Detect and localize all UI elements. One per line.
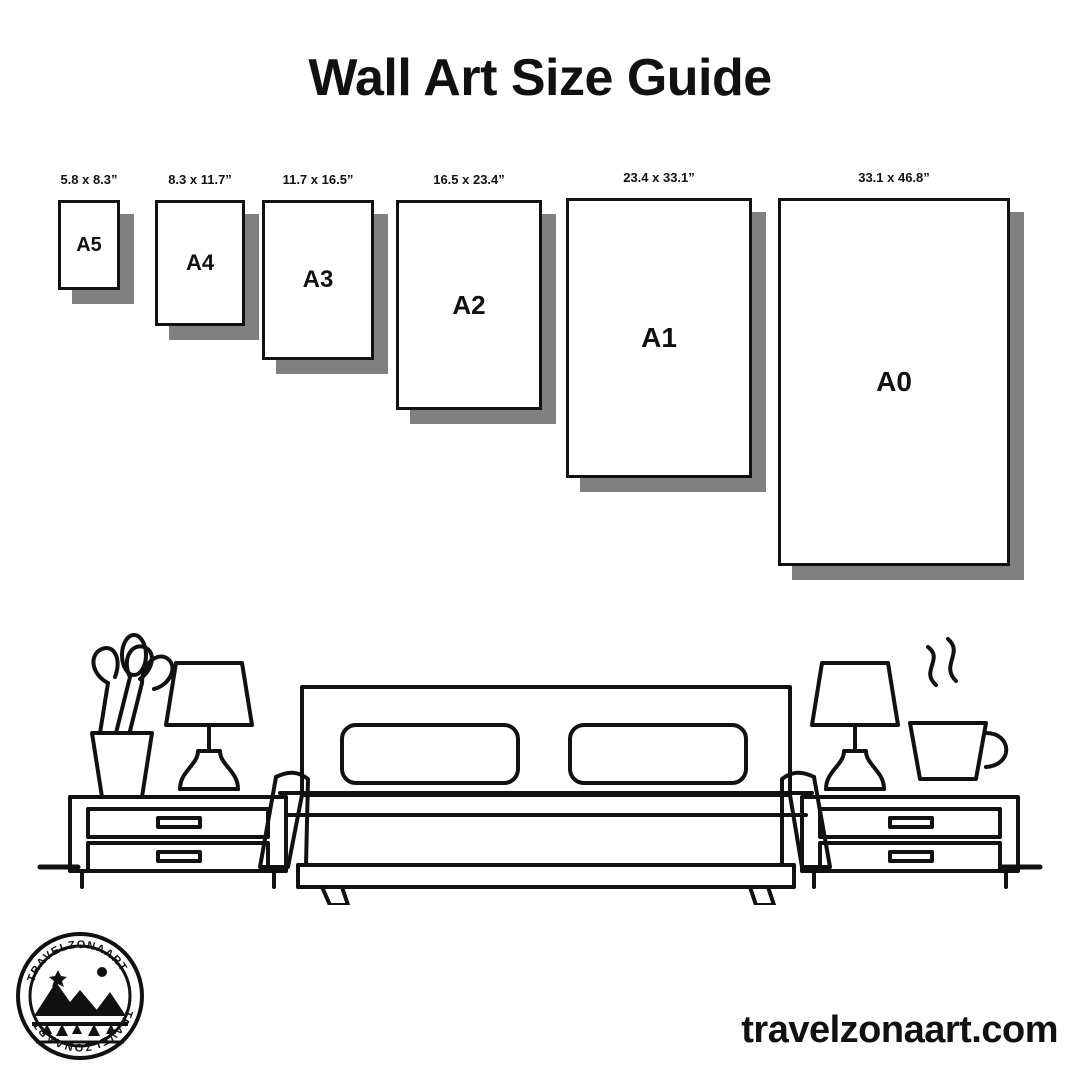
frame-a5 xyxy=(58,172,120,298)
right-table-lamp xyxy=(812,663,898,789)
frame-a2-box xyxy=(396,200,542,410)
left-table-lamp xyxy=(166,663,252,789)
frame-size-label: A1 xyxy=(641,322,677,353)
website-url: travelzonaart.com xyxy=(741,1009,1058,1051)
frame-size-label: A2 xyxy=(452,289,486,320)
right-nightstand xyxy=(802,797,1018,887)
frame-a4-box xyxy=(155,200,245,326)
frame-dimension-label: 11.7 x 16.5” xyxy=(282,172,354,187)
frame-dimension-label: 5.8 x 8.3” xyxy=(60,172,118,187)
plant-vase xyxy=(92,635,172,797)
logo-text-top: TRAVELZONAART xyxy=(25,938,130,984)
frame-size-label: A3 xyxy=(302,266,334,293)
frame-size-label: A0 xyxy=(876,366,912,397)
frame-a5-box xyxy=(58,200,120,290)
frame-a0-box xyxy=(778,198,1010,566)
frame-a0 xyxy=(778,170,1010,574)
frame-a1 xyxy=(566,170,752,486)
frame-a1-box xyxy=(566,198,752,478)
frame-dimension-label: 16.5 x 23.4” xyxy=(433,172,505,187)
frame-dimension-label: 33.1 x 46.8” xyxy=(858,170,930,185)
frame-a3 xyxy=(262,172,374,368)
left-nightstand xyxy=(70,797,286,887)
logo-text-bottom: TRAVELZONAART xyxy=(30,1008,135,1054)
frame-size-label: A5 xyxy=(76,233,102,256)
frame-dimension-label: 23.4 x 33.1” xyxy=(623,170,695,185)
page-title: Wall Art Size Guide xyxy=(308,49,772,107)
travelzonaart-logo xyxy=(14,930,146,1062)
frame-size-label: A4 xyxy=(185,250,215,275)
bed xyxy=(260,687,830,905)
bedroom-furniture-illustration xyxy=(30,565,1050,905)
frame-a2 xyxy=(396,172,542,418)
coffee-cup xyxy=(910,639,1006,779)
frame-a4 xyxy=(155,172,245,334)
frame-dimension-label: 8.3 x 11.7” xyxy=(168,172,232,187)
frame-a3-box xyxy=(262,200,374,360)
